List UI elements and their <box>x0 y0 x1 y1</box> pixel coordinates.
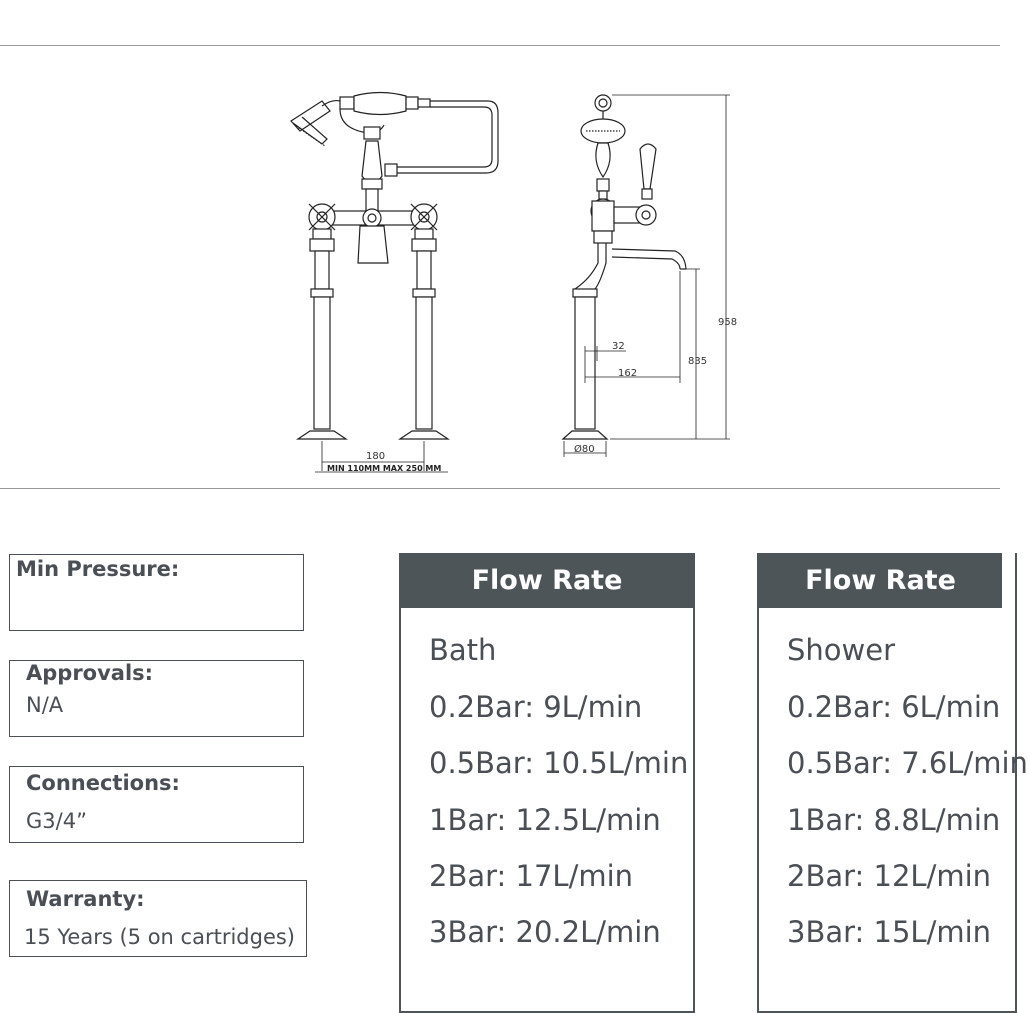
approvals-box <box>9 660 304 737</box>
connections-box <box>9 766 304 843</box>
front-view-drawing <box>291 93 498 473</box>
dim-180-label: 180 <box>366 451 386 462</box>
flow-rate-bath-row: 0.2Bar: 9L/min <box>429 690 643 724</box>
flow-rate-bath-row: 2Bar: 17L/min <box>429 859 634 893</box>
flow-rate-bath-title: Bath <box>429 633 497 667</box>
warranty-box <box>9 880 307 957</box>
flow-rate-bath-row: 0.5Bar: 10.5L/min <box>429 746 689 780</box>
dim-958-label: 958 <box>718 317 738 328</box>
dim-d80-label: Ø80 <box>574 444 595 455</box>
warranty-label: Warranty: <box>26 887 145 911</box>
flow-rate-shower-card <box>757 553 1028 1013</box>
flow-rate-shower-row: 1Bar: 8.8L/min <box>787 803 1001 837</box>
flow-rate-shower-row: 0.2Bar: 6L/min <box>787 690 1001 724</box>
flow-rate-shower-row: 3Bar: 15L/min <box>787 915 992 949</box>
warranty-value: 15 Years (5 on cartridges) <box>24 925 296 949</box>
dim-32-label: 32 <box>612 341 625 352</box>
flow-rate-shower-title: Shower <box>787 633 896 667</box>
dim-835-label: 835 <box>688 356 708 367</box>
flow-rate-bath-header: Flow Rate <box>401 553 693 608</box>
approvals-value: N/A <box>26 693 64 717</box>
dim-162-label: 162 <box>618 368 638 379</box>
flow-rate-bath-row: 3Bar: 20.2L/min <box>429 915 661 949</box>
flow-rate-bath-row: 1Bar: 12.5L/min <box>429 803 661 837</box>
flow-rate-shower-header: Flow Rate <box>759 553 1002 608</box>
approvals-label: Approvals: <box>26 661 154 685</box>
flow-rate-shower-row: 2Bar: 12L/min <box>787 859 992 893</box>
min-pressure-label: Min Pressure: <box>16 557 180 581</box>
flow-rate-bath-card <box>399 553 695 1013</box>
min-pressure-box <box>9 554 304 631</box>
connections-label: Connections: <box>26 771 180 795</box>
technical-drawing <box>0 1 1000 501</box>
flow-rate-shower-row: 0.5Bar: 7.6L/min <box>787 746 1028 780</box>
dim-min-max-label: MIN 110MM MAX 250 MM <box>327 464 442 473</box>
side-view-drawing <box>563 95 730 457</box>
connections-value: G3/4” <box>26 809 87 833</box>
technical-drawing-panel <box>0 45 1000 489</box>
